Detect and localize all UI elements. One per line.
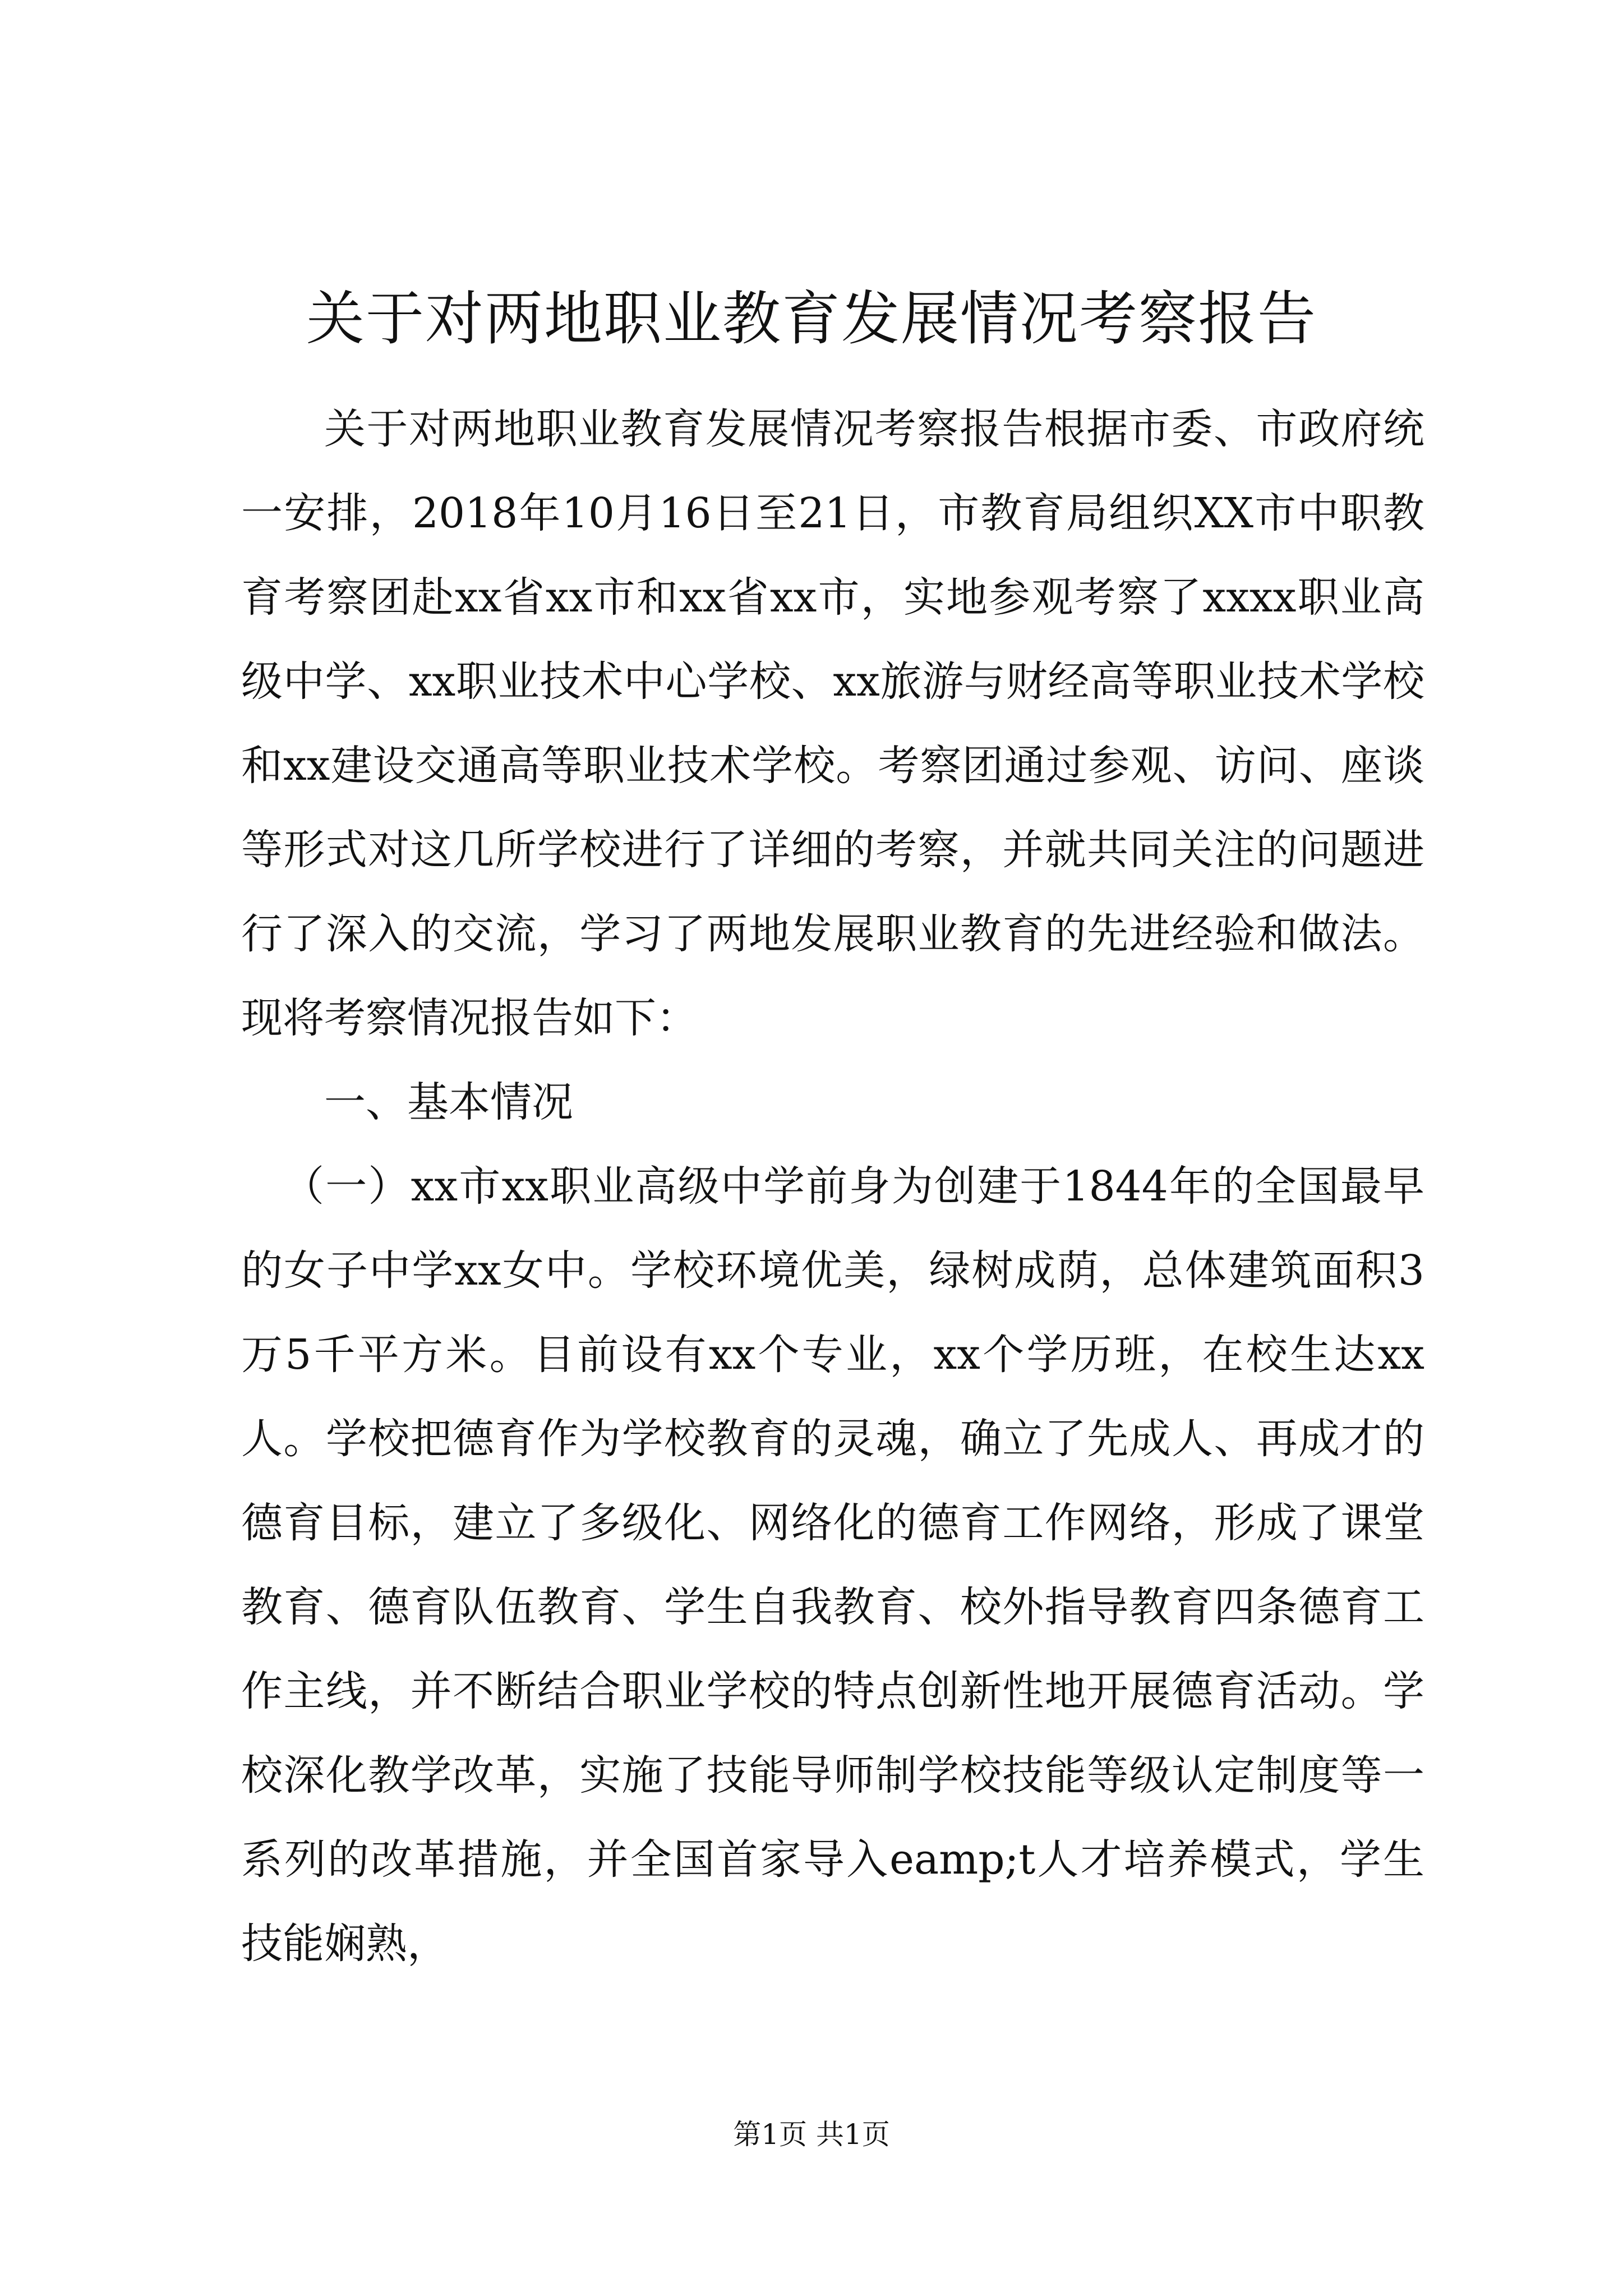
section-heading-basic-situation: 一、基本情况 — [324, 1078, 573, 1126]
document-title: 关于对两地职业教育发展情况考察报告 — [306, 284, 1317, 353]
subsection-paragraph-1: （一）xx市xx职业高级中学前身为创建于1844年的全国最早的女子中学xx女中。学校环境优美，绿树成荫，总体建筑面积3万5千平方米。目前设有xx个专业，xx个学历班，在校生达xx人。学校把德育作为学校教育的灵魂，确立了先成人、再成才的德育目标，建立了多级化、网络化的德育工作网络，形成了课堂教育、德育队伍教育、学生自我教育、校外指导教育四条德育工作主线，并不断结合职业学校的特点创新性地开展德育活动。学校深化教学改革，实施了技能导师制学校技能等级认定制度等一系列的改革措施，并全国首家导入eamp;t人才培养模式，学生技能娴熟， — [241, 1162, 1424, 1968]
page-number-footer: 第1页 共1页 — [733, 2118, 890, 2151]
document-body — [241, 387, 1424, 1986]
intro-paragraph: 关于对两地职业教育发展情况考察报告根据市委、市政府统一安排，2018年10月16日至21日，市教育局组织XX市中职教育考察团赴xx省xx市和xx省xx市，实地参观考察了xxxx职业高级中学、xx职业技术中心学校、xx旅游与财经高等职业技术学校和xx建设交通高等职业技术学校。考察团通过参观、访问、座谈等形式对这几所学校进行了详细的考察，并就共同关注的问题进行了深入的交流，学习了两地发展职业教育的先进经验和做法。现将考察情况报告如下： — [241, 405, 1424, 1042]
